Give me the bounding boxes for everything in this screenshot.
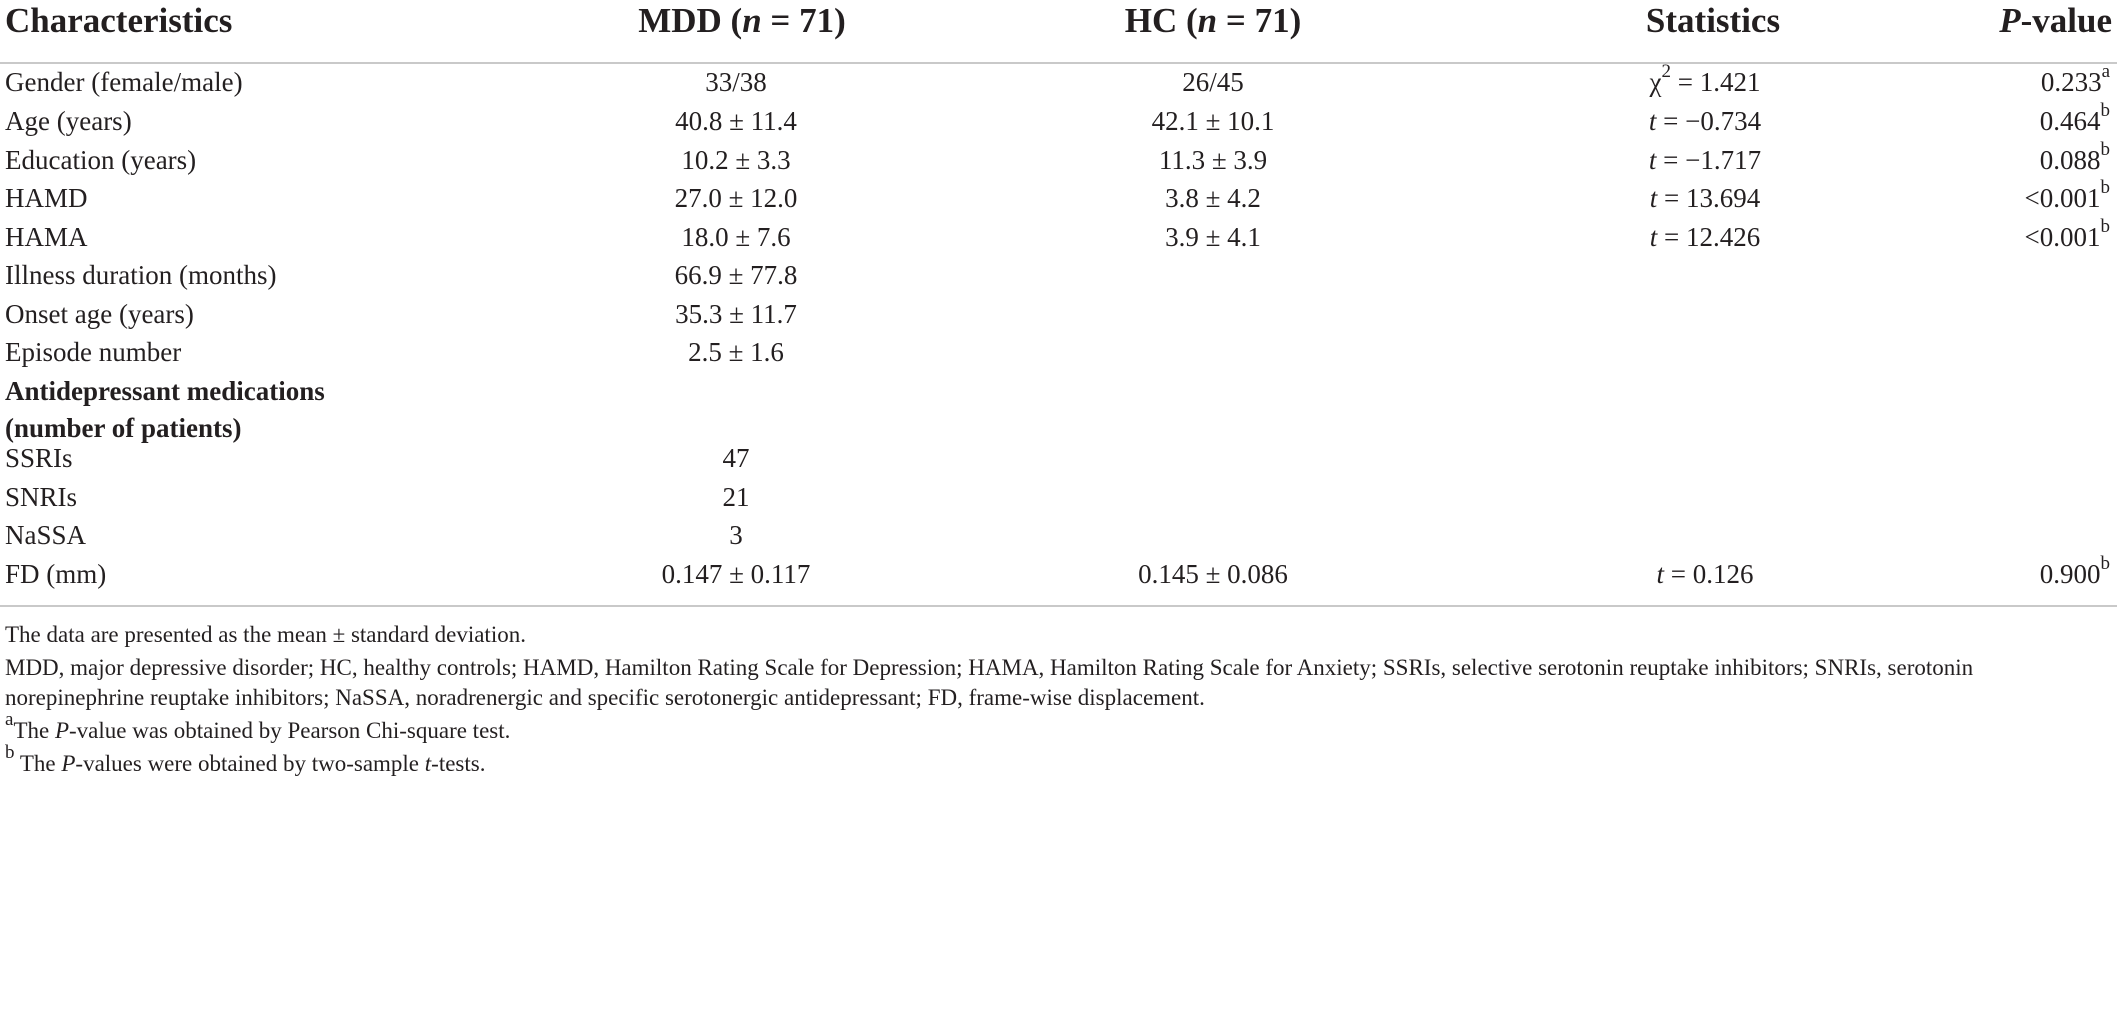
header-pvalue: P-value — [1999, 1, 2112, 40]
row-label: SSRIs — [5, 443, 73, 473]
row-mdd-value: 2.5 ± 1.6 — [688, 337, 784, 367]
header-hc: HC (n = 71) — [1124, 1, 1302, 40]
row-pvalue: 0.233$^a$ — [2040, 61, 2110, 97]
row-label: Episode number — [5, 337, 182, 367]
header-characteristics: Characteristics — [5, 1, 233, 40]
row-label: Education (years) — [5, 145, 197, 175]
table-footnotes — [5, 620, 2105, 779]
row-mdd-value: 0.147 ± 0.117 — [661, 559, 811, 589]
row-label: FD (mm) — [5, 559, 107, 589]
row-mdd-value: 47 — [722, 443, 750, 473]
row-label: Onset age (years) — [5, 299, 194, 329]
row-mdd-value: 10.2 ± 3.3 — [681, 145, 791, 175]
row-mdd-value: 27.0 ± 12.0 — [674, 183, 798, 213]
section-heading-line2: (number of patients) — [5, 413, 242, 443]
row-hc-value: 42.1 ± 10.1 — [1151, 106, 1275, 136]
row-mdd-value: 21 — [722, 482, 750, 512]
row-label: NaSSA — [5, 520, 87, 550]
row-statistic: t = −0.734 — [1648, 106, 1762, 136]
row-label: SNRIs — [5, 482, 78, 512]
row-hc-value: 0.145 ± 0.086 — [1138, 559, 1288, 589]
row-mdd-value: 3 — [729, 520, 743, 550]
footnote-data-format: The data are presented as the mean ± standard deviation. — [5, 622, 526, 647]
row-mdd-value: 33/38 — [705, 67, 767, 97]
table-row — [0, 326, 2117, 378]
footnote-b: $^b$ The P-values were obtained by two-sample t-tests. — [5, 742, 486, 776]
row-hc-value: 11.3 ± 3.9 — [1158, 145, 1268, 175]
row-hc-value: 3.8 ± 4.2 — [1165, 183, 1261, 213]
row-pvalue: 0.088$^b$ — [2039, 139, 2110, 175]
row-label: Illness duration (months) — [5, 260, 277, 290]
row-statistic: t = −1.717 — [1648, 145, 1762, 175]
row-statistic: t = 13.694 — [1649, 183, 1761, 213]
header-statistics: Statistics — [1645, 1, 1781, 40]
table-bottom-divider — [0, 605, 2117, 607]
row-hc-value: 26/45 — [1182, 67, 1244, 97]
footnote-a: $^a$The P-value was obtained by Pearson Chi-square test. — [5, 709, 511, 743]
table-row — [0, 548, 2117, 600]
row-label: HAMD — [5, 183, 88, 213]
row-statistic: t = 0.126 — [1656, 559, 1754, 589]
row-pvalue: <0.001$^b$ — [2024, 177, 2110, 213]
row-label: HAMA — [5, 222, 88, 252]
row-mdd-value: 66.9 ± 77.8 — [674, 260, 798, 290]
row-mdd-value: 35.3 ± 11.7 — [675, 299, 797, 329]
row-pvalue: 0.464$^b$ — [2039, 100, 2110, 136]
table-header — [0, 0, 2117, 62]
row-mdd-value: 40.8 ± 11.4 — [675, 106, 797, 136]
section-heading-line1: Antidepressant medications — [5, 376, 325, 406]
row-pvalue: 0.900$^b$ — [2039, 553, 2110, 589]
footnote-abbreviations: MDD, major depressive disorder; HC, healthy controls; HAMD, Hamilton Rating Scale for Depression; HAMA, Hamilton Rating Scale for Anxiety; SSRIs, selective serotonin reuptake inhibitors; SNRIs, serotonin norepinephrine reuptake inhibitors; NaSSA, noradrenergic and specific serotonergic antidepressant; FD, frame-wise displacement. — [5, 655, 1974, 710]
header-mdd: MDD (n = 71) — [638, 1, 846, 40]
row-statistic: t = 12.426 — [1649, 222, 1761, 252]
row-label: Age (years) — [5, 106, 132, 136]
row-mdd-value: 18.0 ± 7.6 — [681, 222, 791, 252]
row-hc-value: 3.9 ± 4.1 — [1165, 222, 1261, 252]
row-statistic: $\chi^2 = 1.421$ — [1649, 61, 1761, 97]
row-pvalue: <0.001$^b$ — [2024, 216, 2110, 252]
row-label: Gender (female/male) — [5, 67, 243, 97]
